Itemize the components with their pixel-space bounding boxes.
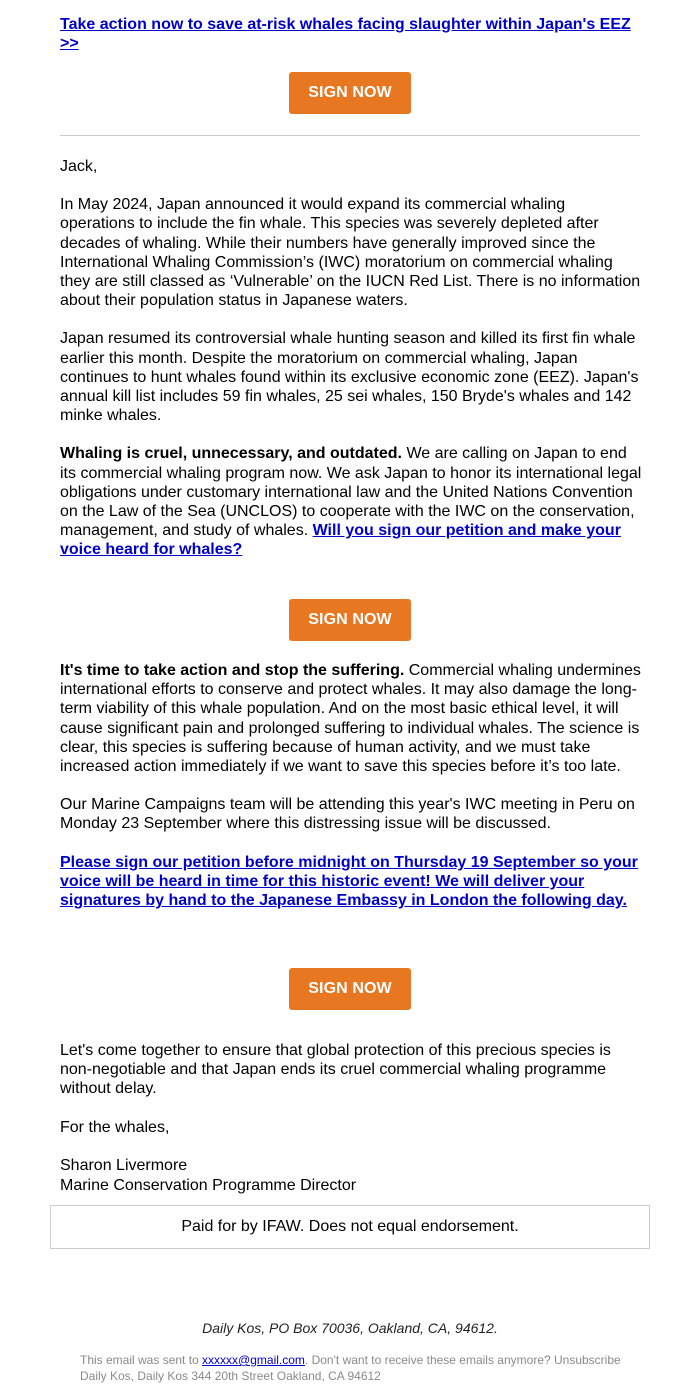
paragraph-7: Let's come together to ensure that global protection of this precious species is non-negotiable and that Japan ends its cruel commercial whaling programme without delay.	[60, 1042, 611, 1098]
sign-now-button-1[interactable]: SIGN NOW	[289, 72, 411, 114]
sign-now-button-2[interactable]: SIGN NOW	[289, 599, 411, 641]
deadline-petition-link[interactable]: Please sign our petition before midnight on Thursday 19 September so your voice will be heard in time for this historic event! We will deliver your signatures by hand to the Japanese Embassy in London the following day.	[60, 853, 638, 910]
paid-for-text: Paid for by IFAW. Does not equal endorsement.	[181, 1218, 519, 1235]
signoff: For the whales,	[60, 1118, 170, 1136]
paragraph-2: Japan resumed its controversial whale hunting season and killed its first fin whale earlier this month. Despite the moratorium on commercial whaling, Japan continues to hunt whales found within its exclusive economic zone (EEZ). Japan's annual kill list includes 59 fin whales, 25 sei whales, 150 Bryde's whales and 142 minke whales.	[60, 330, 639, 425]
company-address: Daily Kos, Daily Kos 344 20th Street Oakland, CA 94612	[80, 1369, 381, 1383]
top-petition-link-text[interactable]: Take action now to save at-risk whales facing slaughter within Japan's EEZ >>	[60, 16, 631, 52]
divider	[60, 135, 640, 136]
sign-now-button-3[interactable]: SIGN NOW	[289, 968, 411, 1010]
paragraph-4-text: Commercial whaling undermines international efforts to conserve and protect whales. It may also damage the long-term viability of this whale population. And on the most basic ethical level, it will cause significant pain and prolonged suffering to individual whales. The science is clear, this species is suffering because of human activity, and we must take increased action immediately if we want to save this species before it’s too late.	[60, 662, 641, 776]
greeting: Jack,	[60, 158, 98, 175]
email-body	[60, 157, 642, 560]
paragraph-4-bold: It's time to take action and stop the suffering.	[60, 662, 405, 679]
paragraph-3-text: We are calling on Japan to end its commercial whaling program now. We ask Japan to honor its international legal obligations under customary international law and the United Nations Convention on the Law of the Sea (UNCLOS) to cooperate with the IWC on the conservation, management, and study of whales.	[60, 445, 642, 540]
petition-link[interactable]: Will you sign our petition and make your voice heard for whales?	[60, 522, 621, 559]
paragraph-1: In May 2024, Japan announced it would expand its commercial whaling operations to include the fin whale. This species was severely depleted after decades of whaling. While their numbers have generally improved since the International Whaling Commission’s (IWC) moratorium on commercial whaling they are still classed as ‘Vulnerable’ on the IUCN Red List. There is no information about their population status in Japanese waters.	[60, 196, 641, 310]
sent-to-line	[80, 1353, 680, 1368]
paragraph-3	[60, 444, 642, 559]
recipient-email-link[interactable]: xxxxxx@gmail.com	[202, 1353, 305, 1367]
paragraph-3-bold: Whaling is cruel, unnecessary, and outdated.	[60, 445, 402, 463]
email-body-2	[60, 661, 642, 910]
signature-title: Marine Conservation Programme Director	[60, 1177, 357, 1195]
sent-to-prefix: This email was sent to	[80, 1353, 203, 1367]
paragraph-5: Our Marine Campaigns team will be attending this year's IWC meeting in Peru on Monday 23 September where this distressing issue will be discussed.	[60, 796, 635, 833]
paragraph-6[interactable]	[60, 853, 642, 911]
sender-address: Daily Kos, PO Box 70036, Oakland, CA, 94612.	[202, 1320, 498, 1336]
unsubscribe-link[interactable]: . Don't want to receive these emails anymore? Unsubscribe	[304, 1353, 621, 1367]
email-closing	[60, 1041, 642, 1195]
paragraph-4	[60, 661, 642, 776]
signature-name: Sharon Livermore	[60, 1156, 188, 1174]
paid-for-disclaimer	[50, 1205, 650, 1249]
top-petition-link[interactable]	[60, 15, 642, 53]
